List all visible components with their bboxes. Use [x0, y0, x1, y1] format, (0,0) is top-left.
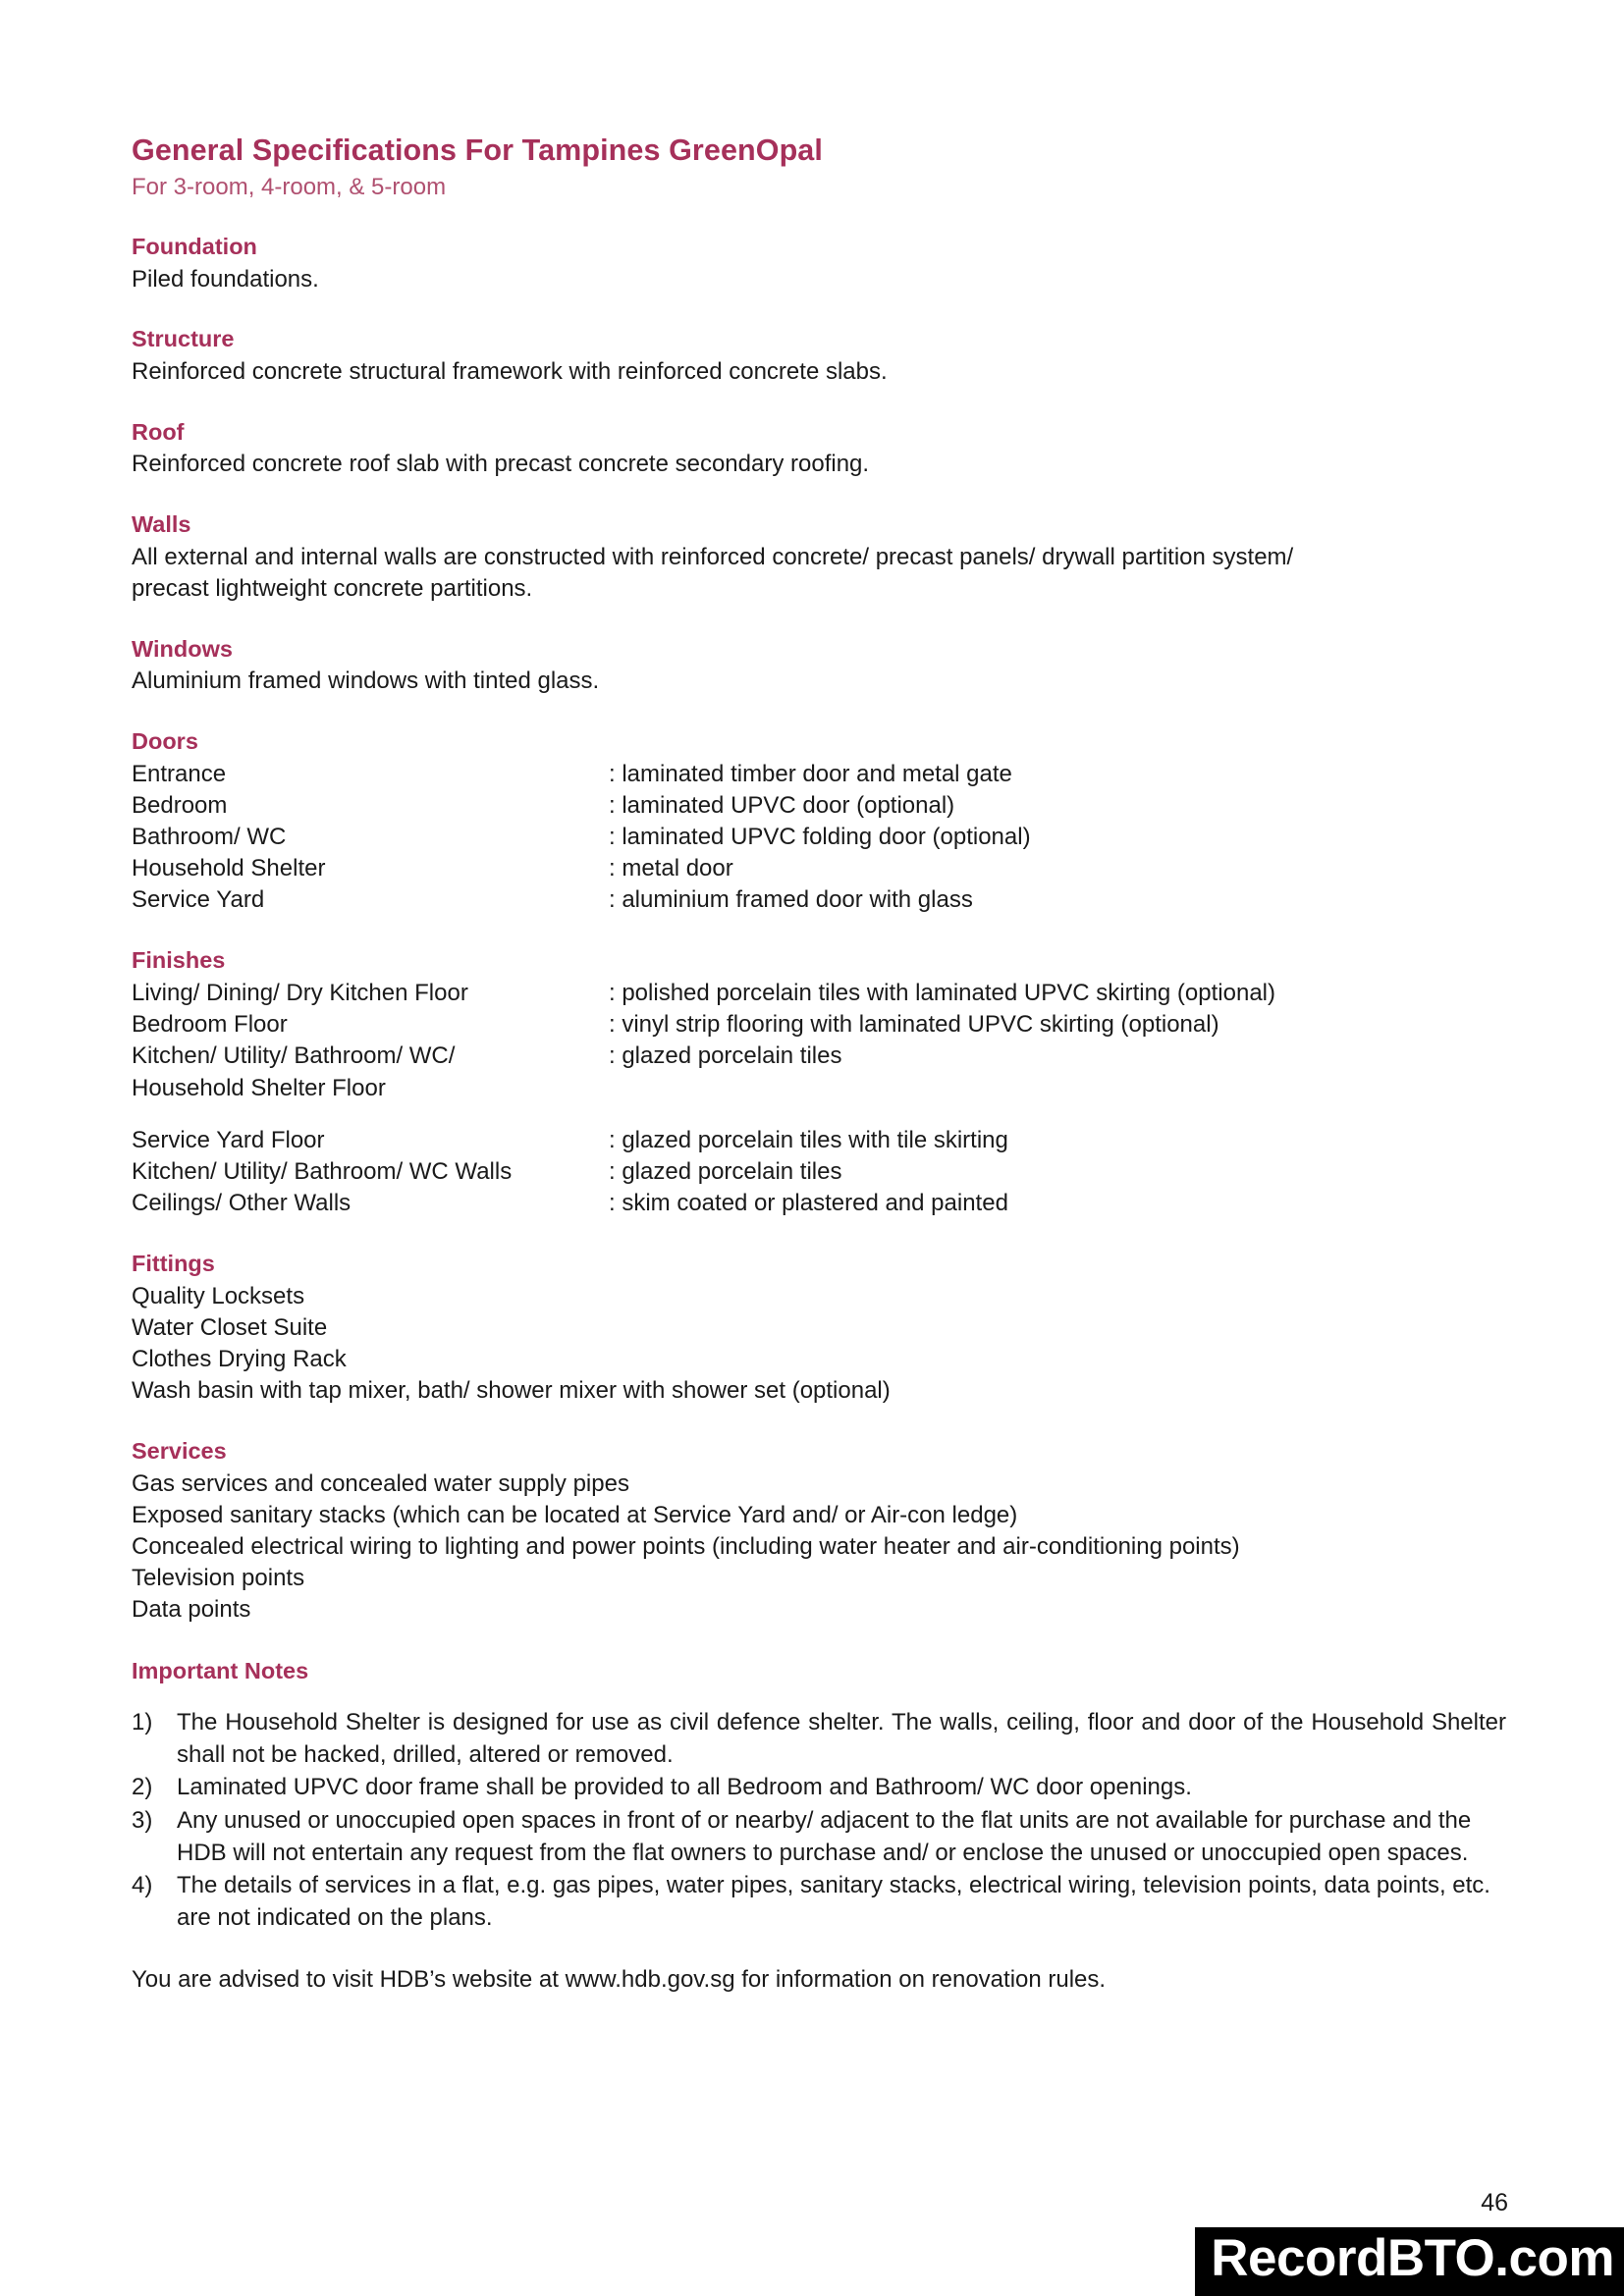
document-content [132, 133, 1506, 1996]
spec-row [132, 1125, 1506, 1156]
section-doors [132, 726, 1506, 916]
spec-label: Bedroom [132, 791, 228, 819]
list-item: Concealed electrical wiring to lighting and power points (including water heater and air-conditioning points) [132, 1533, 1240, 1561]
section-body-structure: Reinforced concrete structural framework with reinforced concrete slabs. [132, 357, 888, 385]
note-text: The details of services in a flat, e.g. gas pipes, water pipes, sanitary stacks, electrical wiring, television points, data points, etc. are not indicated on the plans. [177, 1872, 1490, 1931]
page-subtitle: For 3-room, 4-room, & 5-room [132, 173, 447, 200]
spec-label: Ceilings/ Other Walls [132, 1189, 352, 1216]
note-text: The Household Shelter is designed for use as civil defence shelter. The walls, ceiling, floor and door of the Household Shelter shall not be hacked, drilled, altered or removed. [177, 1709, 1506, 1768]
section-body-windows: Aluminium framed windows with tinted glass. [132, 667, 600, 695]
spec-row [132, 1156, 1506, 1188]
spec-value: : glazed porcelain tiles [609, 1042, 842, 1070]
spec-row [132, 884, 1506, 916]
note-item [132, 1772, 1506, 1804]
section-heading-roof: Roof [132, 418, 185, 445]
list-item: Exposed sanitary stacks (which can be located at Service Yard and/ or Air-con ledge) [132, 1502, 1018, 1528]
section-foundation [132, 232, 1506, 294]
page-title: General Specifications For Tampines GreenOpal [132, 133, 823, 167]
spec-value: : glazed porcelain tiles with tile skirting [609, 1126, 1008, 1153]
section-body-foundation: Piled foundations. [132, 265, 319, 293]
spec-row [132, 822, 1506, 853]
section-windows [132, 634, 1506, 697]
spec-value: : metal door [609, 855, 733, 882]
list-item: Gas services and concealed water supply pipes [132, 1469, 629, 1497]
section-finishes [132, 945, 1506, 1219]
watermark-recordbto: RecordBTO.com [1195, 2227, 1624, 2296]
note-text: Laminated UPVC door frame shall be provided to all Bedroom and Bathroom/ WC door openings. [177, 1774, 1192, 1801]
section-heading-windows: Windows [132, 635, 233, 662]
spec-value [609, 1073, 1506, 1104]
note-item [132, 1707, 1506, 1771]
spec-label: Bedroom Floor [132, 1011, 288, 1039]
spec-label: Entrance [132, 760, 227, 787]
spec-value: : laminated UPVC door (optional) [609, 791, 955, 819]
note-marker: 1) [132, 1709, 153, 1736]
section-walls [132, 509, 1506, 604]
spec-row [132, 1041, 1506, 1072]
note-marker: 4) [132, 1872, 153, 1899]
spec-label: Household Shelter Floor [132, 1074, 386, 1101]
list-item: Data points [132, 1596, 251, 1624]
spec-label: Household Shelter [132, 855, 326, 882]
section-body-walls-line-2: precast lightweight concrete partitions. [132, 574, 533, 602]
spec-value: : laminated UPVC folding door (optional) [609, 824, 1031, 851]
spec-value: : aluminium framed door with glass [609, 886, 973, 914]
section-important-notes [132, 1656, 1506, 1996]
spec-label: Kitchen/ Utility/ Bathroom/ WC/ [132, 1042, 456, 1070]
list-item: Quality Locksets [132, 1282, 305, 1309]
note-item [132, 1870, 1506, 1934]
section-fittings [132, 1249, 1506, 1407]
note-text: Any unused or unoccupied open spaces in front of or nearby/ adjacent to the flat units are not available for purchase and the HDB will not entertain any request from the flat owners to purchase and/ or enclose the unused or unoccupied open spaces. [177, 1807, 1472, 1866]
section-structure [132, 324, 1506, 387]
spec-label: Living/ Dining/ Dry Kitchen Floor [132, 980, 468, 1007]
section-heading-walls: Walls [132, 511, 191, 538]
section-roof [132, 417, 1506, 480]
section-body-walls-line-1: All external and internal walls are constructed with reinforced concrete/ precast panels/ drywall partition system/ [132, 543, 1294, 570]
section-heading-services: Services [132, 1438, 227, 1465]
page-number: 46 [1481, 2189, 1508, 2216]
list-item: Clothes Drying Rack [132, 1345, 347, 1372]
section-heading-doors: Doors [132, 728, 198, 755]
spec-row [132, 1009, 1506, 1041]
section-body-roof: Reinforced concrete roof slab with precast concrete secondary roofing. [132, 451, 870, 478]
note-item [132, 1805, 1506, 1869]
spec-value: : polished porcelain tiles with laminated UPVC skirting (optional) [609, 980, 1275, 1007]
spec-label: Service Yard [132, 886, 265, 914]
spec-value: : skim coated or plastered and painted [609, 1189, 1008, 1216]
section-heading-structure: Structure [132, 326, 235, 352]
spec-label: Service Yard Floor [132, 1126, 325, 1153]
section-heading-foundation: Foundation [132, 233, 257, 259]
spec-row [132, 1073, 1506, 1104]
closing-advisory: You are advised to visit HDB’s website at www.hdb.gov.sg for information on renovation rules. [132, 1965, 1107, 1993]
note-marker: 3) [132, 1807, 153, 1835]
spec-row [132, 978, 1506, 1009]
notes-list [132, 1707, 1506, 1934]
spec-row [132, 790, 1506, 822]
list-item: Wash basin with tap mixer, bath/ shower mixer with shower set (optional) [132, 1377, 891, 1405]
spec-row [132, 853, 1506, 884]
spec-value: : glazed porcelain tiles [609, 1157, 842, 1185]
section-heading-fittings: Fittings [132, 1251, 215, 1277]
list-item: Television points [132, 1565, 305, 1592]
section-heading-important-notes: Important Notes [132, 1657, 309, 1683]
list-item: Water Closet Suite [132, 1313, 328, 1341]
spec-row [132, 759, 1506, 790]
spec-label: Kitchen/ Utility/ Bathroom/ WC Walls [132, 1157, 513, 1185]
section-services [132, 1436, 1506, 1626]
spec-value: : vinyl strip flooring with laminated UPVC skirting (optional) [609, 1011, 1219, 1039]
spec-label: Bathroom/ WC [132, 824, 287, 851]
note-marker: 2) [132, 1774, 153, 1801]
section-heading-finishes: Finishes [132, 947, 226, 974]
spec-row [132, 1188, 1506, 1219]
spec-value: : laminated timber door and metal gate [609, 760, 1012, 787]
